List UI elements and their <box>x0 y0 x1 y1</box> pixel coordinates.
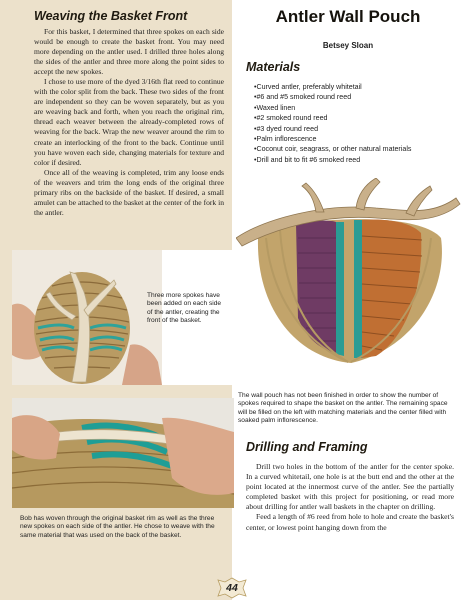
paragraph: I chose to use more of the dyed 3/16th flat reed to continue with the color split from the back. These two sides of the front are independent so they can be woven separately, but as you are weaving back and forth, when you reach the original rim, thread each weaver between the already-completed rows of weaving for the back. Wrap the new weaver around the rim to create an interlocking of the front to the back. Continue until you have woven each side, changing materials for texture and color if desired. <box>34 77 224 167</box>
page-number: 44 <box>226 582 238 594</box>
paragraph: Drill two holes in the bottom of the antler for the center spoke. In a curved whitetail, one hole is at the butt end and the other at the point located at the innermost curve of the antler. See the partially completed basket with this project for positioning, or read more about drilling for antler wall baskets in the chapter on drilling. <box>246 462 454 512</box>
list-item: • #6 and #5 smoked round reed <box>254 92 454 102</box>
photo-caption-weaving: Bob has woven through the original basket rim as well as the three new spokes on each side of the antler. He chose to weave with the same material that was used on the back of the basket. <box>20 515 215 539</box>
paragraph: For this basket, I determined that three spokes on each side would be enough to create the basket front. You may need more depending on the antler used. I drilled three holes along the sides of the antler and three more along the point sides to accept the new spokes. <box>34 27 224 77</box>
page-number-badge <box>212 577 252 599</box>
section-heading-weaving: Weaving the Basket Front <box>34 9 188 23</box>
paragraph: Once all of the weaving is completed, trim any loose ends of the weavers and trim the long ends of the original three primary ribs on the backside of the basket. If desired, a small amulet can be attached to the basket at the center of the fork in the antler. <box>34 167 224 217</box>
list-item: • Drill and bit to fit #6 smoked reed <box>254 155 454 165</box>
photo-caption-wall-pouch: The wall pouch has not been finished in order to show the number of spokes required to shape the basket on the antler. The remaining space will be filled on the left with matching materials and the center filled with soaked palm inflorescence. <box>238 392 448 425</box>
project-title: Antler Wall Pouch <box>275 7 421 26</box>
wall-pouch-illustration <box>236 178 464 383</box>
weaving-rim-photo <box>12 398 234 508</box>
section-heading-drilling: Drilling and Framing <box>246 440 368 454</box>
author-name: Betsey Sloan <box>322 41 374 50</box>
list-item: • Curved antler, preferably whitetail <box>254 82 454 92</box>
list-item: • #3 dyed round reed <box>254 124 454 134</box>
wall-pouch-photo <box>236 178 464 383</box>
paragraph: Feed a length of #6 reed from hole to hole and create the basket's center, or lowest point hanging down from the <box>246 512 454 532</box>
drilling-body-text <box>246 462 454 533</box>
weaving-body-text <box>34 27 224 218</box>
list-item: • Palm inflorescence <box>254 134 454 144</box>
list-item: • Coconut coir, seagrass, or other natural materials <box>254 144 454 154</box>
list-item: • Waxed linen <box>254 103 454 113</box>
weaving-rim-illustration <box>12 398 234 508</box>
photo-caption-front: Three more spokes have been added on each side of the antler, creating the front of the basket. <box>147 292 222 325</box>
materials-list <box>254 82 454 165</box>
section-heading-materials: Materials <box>246 60 301 74</box>
list-item: • #2 smoked round reed <box>254 113 454 123</box>
